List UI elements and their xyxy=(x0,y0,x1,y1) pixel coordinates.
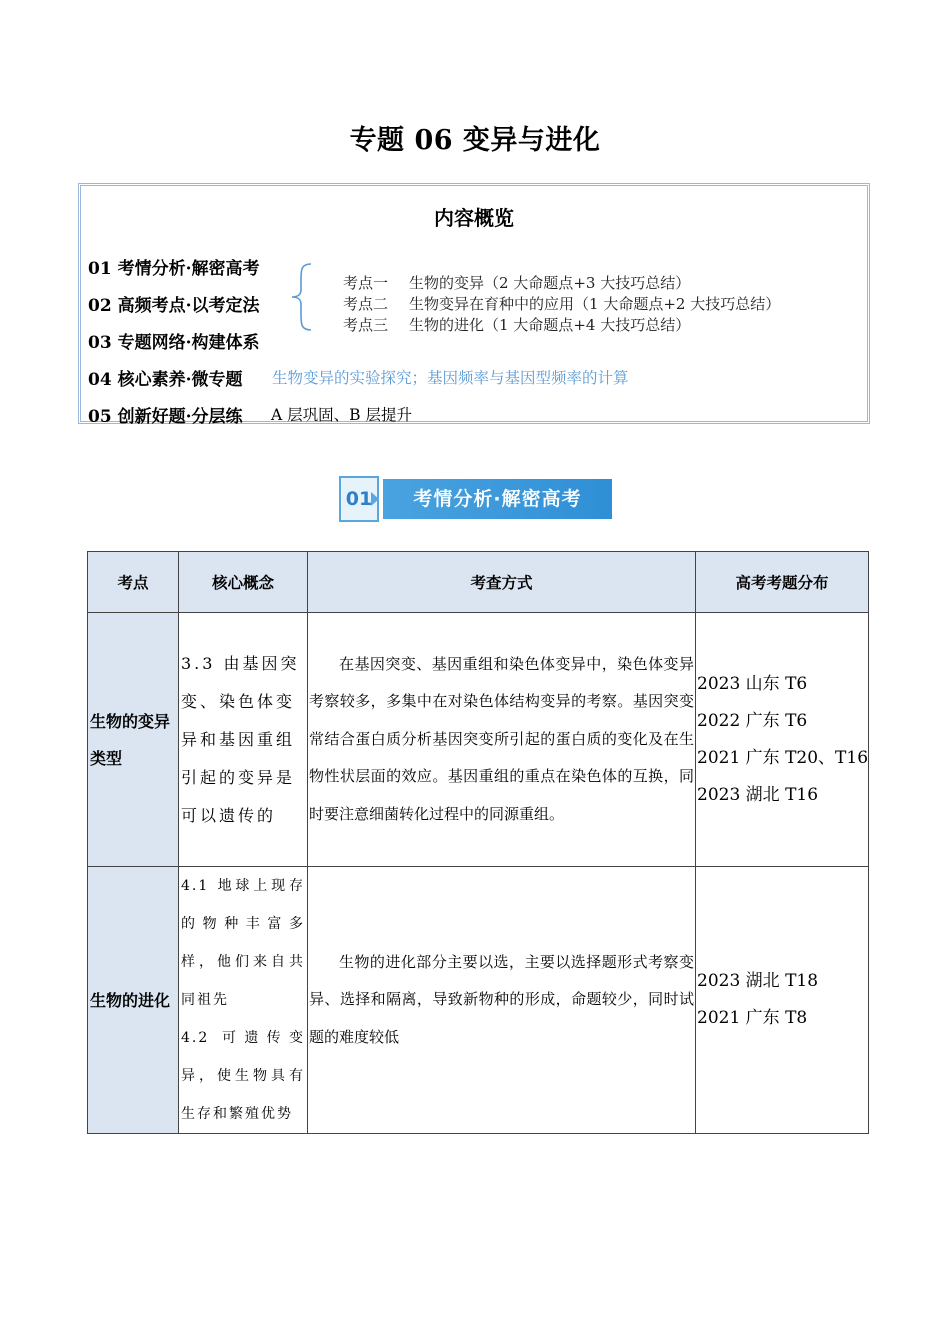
kaodian-1 xyxy=(343,272,690,293)
overview-item-05: 05 创新好题·分层练 xyxy=(88,407,243,427)
row1-method xyxy=(308,613,696,867)
overview-item-04: 04 核心素养·微专题 xyxy=(88,370,243,390)
section-badge-number: 01 xyxy=(339,476,379,522)
overview-item-04-note: 生物变异的实验探究；基因频率与基因型频率的计算 xyxy=(272,369,629,387)
row1-category: 生物的变异类型 xyxy=(88,613,179,867)
page-title: 专题 06 变异与进化 xyxy=(349,125,601,156)
row2-method-text: 生物的进化部分主要以选，主要以选择题形式考察变异、选择和隔离，导致新物种的形成，命题较少，同时试题的难度较低 xyxy=(309,952,694,1046)
table-row xyxy=(88,867,869,1134)
badge-arrow-icon xyxy=(371,492,379,506)
header-concept: 核心概念 xyxy=(179,552,308,613)
row1-dist-3: 2021 广东 T20、T16 xyxy=(697,747,869,768)
row2-concept-1: 4.1 地球上现存的物种丰富多样，他们来自共同祖先 xyxy=(181,878,305,1008)
header-distribution: 高考考题分布 xyxy=(696,552,869,613)
row2-method xyxy=(308,867,696,1134)
kaodian-2-text: 生物变异在育种中的应用（1 大命题点+2 大技巧总结） xyxy=(409,295,781,313)
kaodian-3 xyxy=(343,314,690,335)
row1-dist-2: 2022 广东 T6 xyxy=(697,710,808,731)
table-header-row xyxy=(88,552,869,613)
overview-item-03: 03 专题网络·构建体系 xyxy=(88,333,260,353)
section-badge-title: 考情分析·解密高考 xyxy=(383,479,612,519)
kaodian-1-text: 生物的变异（2 大命题点+3 大技巧总结） xyxy=(409,274,691,292)
row2-dist-1: 2023 湖北 T18 xyxy=(697,971,819,991)
row1-dist-1: 2023 山东 T6 xyxy=(697,673,808,694)
kaodian-1-label: 考点一 xyxy=(343,274,389,292)
overview-item-01: 01 考情分析·解密高考 xyxy=(88,259,260,279)
exam-analysis-table xyxy=(87,551,869,1134)
kaodian-3-label: 考点三 xyxy=(343,316,389,334)
header-kaodian: 考点 xyxy=(88,552,179,613)
overview-item-05-note: A 层巩固、B 层提升 xyxy=(271,406,412,424)
kaodian-3-text: 生物的进化（1 大命题点+4 大技巧总结） xyxy=(409,316,691,334)
row1-concept: 3.3 由基因突变、染色体变异和基因重组引起的变异是可以遗传的 xyxy=(179,613,308,867)
row2-distribution xyxy=(696,867,869,1134)
overview-heading: 内容概览 xyxy=(434,206,514,230)
row2-concept-2: 4.2 可遗传变异，使生物具有生存和繁殖优势 xyxy=(181,1030,305,1122)
row2-concept xyxy=(179,867,308,1134)
row1-dist-4: 2023 湖北 T16 xyxy=(697,784,819,805)
kaodian-2-label: 考点二 xyxy=(343,295,389,313)
row1-method-text: 在基因突变、基因重组和染色体变异中，染色体变异考察较多，多集中在对染色体结构变异的考察。基因突变常结合蛋白质分析基因突变所引起的蛋白质的变化及在生物性状层面的效应。基因重组的重点在染色体的互换，同时要注意细菌转化过程中的同源重组。 xyxy=(309,654,694,823)
kaodian-2 xyxy=(343,293,780,314)
row2-category: 生物的进化 xyxy=(88,867,179,1134)
brace-icon xyxy=(289,262,315,332)
content-overview-box xyxy=(78,183,870,427)
row1-distribution xyxy=(696,613,869,867)
row2-dist-2: 2021 广东 T8 xyxy=(697,1008,808,1028)
section-badge xyxy=(339,476,612,522)
overview-item-02: 02 高频考点·以考定法 xyxy=(88,296,260,316)
table-row xyxy=(88,613,869,867)
header-method: 考查方式 xyxy=(308,552,696,613)
